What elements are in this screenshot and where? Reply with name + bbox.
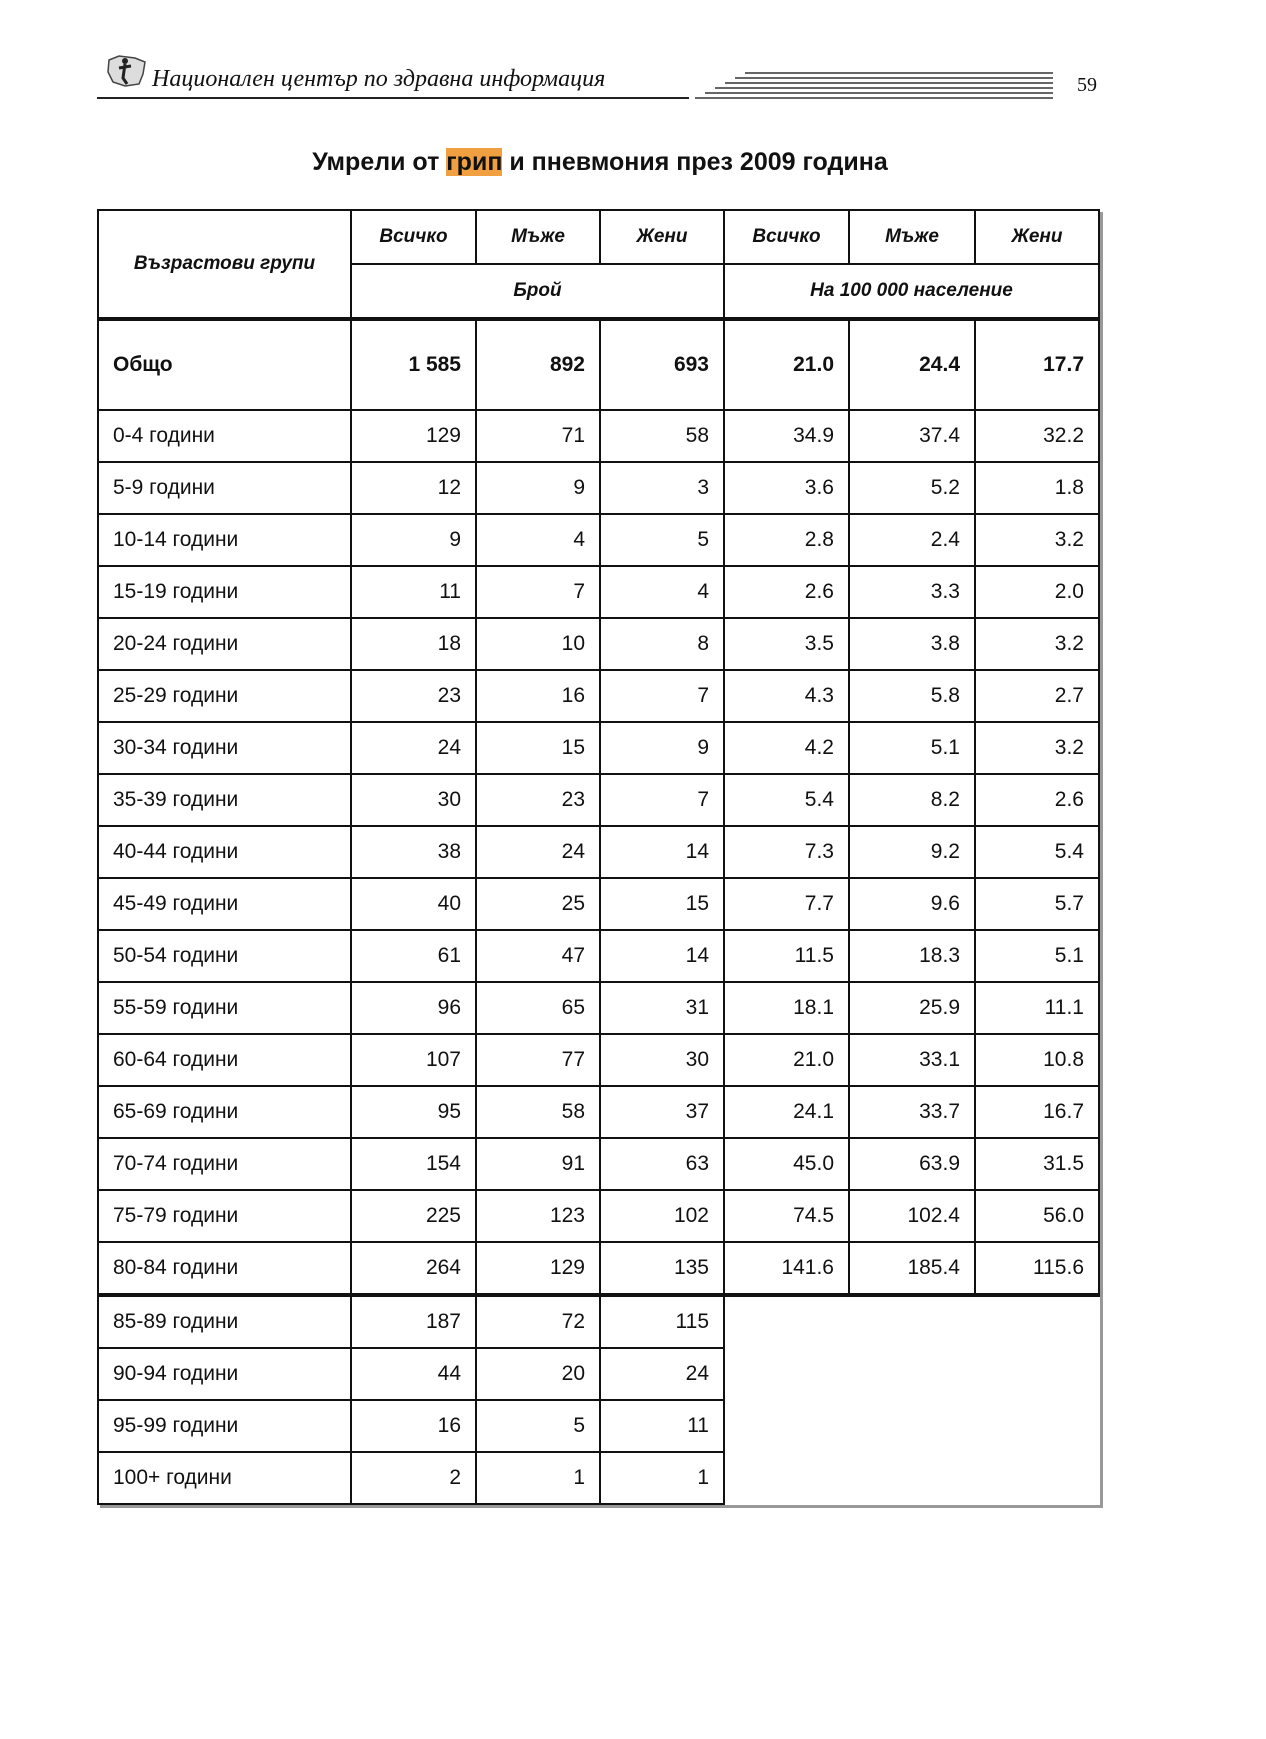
empty-cell — [724, 1400, 849, 1452]
value-cell: 18.3 — [849, 930, 975, 982]
value-cell: 4 — [476, 514, 600, 566]
value-cell: 47 — [476, 930, 600, 982]
value-cell: 10 — [476, 618, 600, 670]
table-row — [98, 670, 1099, 722]
value-cell: 15 — [600, 878, 724, 930]
title-text: Умрели от — [312, 148, 447, 176]
value-cell: 141.6 — [724, 1242, 849, 1295]
value-cell: 91 — [476, 1138, 600, 1190]
value-cell: 3.3 — [849, 566, 975, 618]
age-group-cell: 5-9 години — [98, 462, 351, 514]
value-cell: 187 — [351, 1295, 476, 1348]
value-cell: 16 — [476, 670, 600, 722]
value-cell: 135 — [600, 1242, 724, 1295]
empty-cell — [975, 1348, 1099, 1400]
table-row — [98, 1295, 1099, 1348]
value-cell: 1 — [600, 1452, 724, 1504]
value-cell: 3.5 — [724, 618, 849, 670]
table-row — [98, 462, 1099, 514]
value-cell: 9 — [476, 462, 600, 514]
table-row — [98, 1348, 1099, 1400]
value-cell: 7.3 — [724, 826, 849, 878]
age-group-cell: 15-19 години — [98, 566, 351, 618]
header-stripes — [695, 70, 1055, 100]
value-cell: 5.8 — [849, 670, 975, 722]
table-row — [98, 722, 1099, 774]
value-cell: 14 — [600, 930, 724, 982]
value-cell: 102 — [600, 1190, 724, 1242]
value-cell: 71 — [476, 410, 600, 462]
value-cell: 693 — [600, 319, 724, 410]
table-row — [98, 410, 1099, 462]
value-cell: 32.2 — [975, 410, 1099, 462]
value-cell: 7.7 — [724, 878, 849, 930]
value-cell: 5.1 — [849, 722, 975, 774]
empty-cell — [849, 1452, 975, 1504]
value-cell: 33.7 — [849, 1086, 975, 1138]
empty-cell — [975, 1400, 1099, 1452]
page-number: 59 — [1077, 74, 1097, 96]
table-row — [98, 566, 1099, 618]
age-group-cell: 65-69 години — [98, 1086, 351, 1138]
title-text: и пневмония през 2009 година — [502, 148, 888, 176]
value-cell: 2.0 — [975, 566, 1099, 618]
column-header: Мъже — [849, 210, 975, 264]
highlighted-word: грип — [446, 148, 503, 176]
value-cell: 72 — [476, 1295, 600, 1348]
value-cell: 21.0 — [724, 319, 849, 410]
age-group-cell: Общо — [98, 319, 351, 410]
table-row — [98, 1242, 1099, 1295]
value-cell: 21.0 — [724, 1034, 849, 1086]
table-row — [98, 1190, 1099, 1242]
page-header — [97, 50, 1097, 100]
value-cell: 4.2 — [724, 722, 849, 774]
table-row — [98, 930, 1099, 982]
value-cell: 96 — [351, 982, 476, 1034]
table-row — [98, 774, 1099, 826]
value-cell: 12 — [351, 462, 476, 514]
table-row — [98, 1138, 1099, 1190]
value-cell: 17.7 — [975, 319, 1099, 410]
value-cell: 9 — [351, 514, 476, 566]
value-cell: 24.1 — [724, 1086, 849, 1138]
logo-icon — [105, 54, 149, 88]
table-row — [98, 826, 1099, 878]
age-group-cell: 30-34 години — [98, 722, 351, 774]
value-cell: 58 — [476, 1086, 600, 1138]
value-cell: 37.4 — [849, 410, 975, 462]
value-cell: 23 — [476, 774, 600, 826]
age-group-cell: 20-24 години — [98, 618, 351, 670]
value-cell: 58 — [600, 410, 724, 462]
value-cell: 892 — [476, 319, 600, 410]
value-cell: 2.7 — [975, 670, 1099, 722]
value-cell: 10.8 — [975, 1034, 1099, 1086]
empty-cell — [724, 1348, 849, 1400]
value-cell: 2 — [351, 1452, 476, 1504]
value-cell: 8.2 — [849, 774, 975, 826]
value-cell: 33.1 — [849, 1034, 975, 1086]
value-cell: 3.8 — [849, 618, 975, 670]
table-row — [98, 878, 1099, 930]
value-cell: 9.6 — [849, 878, 975, 930]
value-cell: 77 — [476, 1034, 600, 1086]
age-group-cell: 70-74 години — [98, 1138, 351, 1190]
value-cell: 24 — [600, 1348, 724, 1400]
value-cell: 14 — [600, 826, 724, 878]
organization-name: Национален център по здравна информация — [152, 66, 606, 92]
empty-cell — [849, 1348, 975, 1400]
value-cell: 185.4 — [849, 1242, 975, 1295]
table-row — [98, 1400, 1099, 1452]
age-group-cell: 80-84 години — [98, 1242, 351, 1295]
value-cell: 2.6 — [975, 774, 1099, 826]
value-cell: 1 — [476, 1452, 600, 1504]
total-row — [98, 319, 1099, 410]
value-cell: 3.2 — [975, 618, 1099, 670]
value-cell: 11 — [351, 566, 476, 618]
age-group-cell: 85-89 години — [98, 1295, 351, 1348]
value-cell: 115.6 — [975, 1242, 1099, 1295]
value-cell: 11.1 — [975, 982, 1099, 1034]
value-cell: 38 — [351, 826, 476, 878]
value-cell: 5.1 — [975, 930, 1099, 982]
value-cell: 31.5 — [975, 1138, 1099, 1190]
value-cell: 5.4 — [724, 774, 849, 826]
table-row — [98, 982, 1099, 1034]
value-cell: 18 — [351, 618, 476, 670]
table-row — [98, 514, 1099, 566]
age-group-cell: 95-99 години — [98, 1400, 351, 1452]
value-cell: 18.1 — [724, 982, 849, 1034]
value-cell: 44 — [351, 1348, 476, 1400]
value-cell: 56.0 — [975, 1190, 1099, 1242]
value-cell: 102.4 — [849, 1190, 975, 1242]
value-cell: 115 — [600, 1295, 724, 1348]
table-row — [98, 1034, 1099, 1086]
table-row — [98, 618, 1099, 670]
value-cell: 45.0 — [724, 1138, 849, 1190]
column-header: Жени — [975, 210, 1099, 264]
value-cell: 123 — [476, 1190, 600, 1242]
table-row — [98, 1452, 1099, 1504]
value-cell: 65 — [476, 982, 600, 1034]
value-cell: 11.5 — [724, 930, 849, 982]
value-cell: 3.2 — [975, 722, 1099, 774]
empty-cell — [724, 1452, 849, 1504]
value-cell: 5.7 — [975, 878, 1099, 930]
group-header-rate: На 100 000 население — [724, 264, 1099, 319]
value-cell: 1 585 — [351, 319, 476, 410]
column-header: Мъже — [476, 210, 600, 264]
column-header: Жени — [600, 210, 724, 264]
value-cell: 9.2 — [849, 826, 975, 878]
value-cell: 9 — [600, 722, 724, 774]
value-cell: 25.9 — [849, 982, 975, 1034]
value-cell: 3.2 — [975, 514, 1099, 566]
value-cell: 95 — [351, 1086, 476, 1138]
value-cell: 129 — [351, 410, 476, 462]
value-cell: 24.4 — [849, 319, 975, 410]
value-cell: 1.8 — [975, 462, 1099, 514]
value-cell: 7 — [476, 566, 600, 618]
age-group-header: Възрастови групи — [98, 210, 351, 319]
value-cell: 25 — [476, 878, 600, 930]
value-cell: 5.2 — [849, 462, 975, 514]
value-cell: 2.6 — [724, 566, 849, 618]
value-cell: 7 — [600, 774, 724, 826]
age-group-cell: 75-79 години — [98, 1190, 351, 1242]
value-cell: 30 — [351, 774, 476, 826]
age-group-cell: 25-29 години — [98, 670, 351, 722]
value-cell: 7 — [600, 670, 724, 722]
value-cell: 225 — [351, 1190, 476, 1242]
value-cell: 16 — [351, 1400, 476, 1452]
value-cell: 3 — [600, 462, 724, 514]
value-cell: 5 — [476, 1400, 600, 1452]
value-cell: 31 — [600, 982, 724, 1034]
empty-cell — [849, 1400, 975, 1452]
empty-cell — [849, 1295, 975, 1348]
value-cell: 107 — [351, 1034, 476, 1086]
age-group-cell: 50-54 години — [98, 930, 351, 982]
value-cell: 15 — [476, 722, 600, 774]
age-group-cell: 60-64 години — [98, 1034, 351, 1086]
column-header: Всичко — [351, 210, 476, 264]
value-cell: 8 — [600, 618, 724, 670]
value-cell: 20 — [476, 1348, 600, 1400]
value-cell: 4 — [600, 566, 724, 618]
group-header-count: Брой — [351, 264, 724, 319]
value-cell: 154 — [351, 1138, 476, 1190]
age-group-cell: 35-39 години — [98, 774, 351, 826]
value-cell: 74.5 — [724, 1190, 849, 1242]
empty-cell — [724, 1295, 849, 1348]
value-cell: 24 — [476, 826, 600, 878]
value-cell: 2.8 — [724, 514, 849, 566]
age-group-cell: 45-49 години — [98, 878, 351, 930]
value-cell: 63.9 — [849, 1138, 975, 1190]
value-cell: 4.3 — [724, 670, 849, 722]
value-cell: 30 — [600, 1034, 724, 1086]
value-cell: 61 — [351, 930, 476, 982]
value-cell: 5 — [600, 514, 724, 566]
page-title — [0, 148, 1200, 177]
mortality-table — [97, 209, 1100, 1505]
value-cell: 34.9 — [724, 410, 849, 462]
value-cell: 11 — [600, 1400, 724, 1452]
value-cell: 40 — [351, 878, 476, 930]
value-cell: 37 — [600, 1086, 724, 1138]
table-row — [98, 1086, 1099, 1138]
value-cell: 2.4 — [849, 514, 975, 566]
age-group-cell: 40-44 години — [98, 826, 351, 878]
age-group-cell: 90-94 години — [98, 1348, 351, 1400]
value-cell: 24 — [351, 722, 476, 774]
age-group-cell: 55-59 години — [98, 982, 351, 1034]
value-cell: 23 — [351, 670, 476, 722]
age-group-cell: 10-14 години — [98, 514, 351, 566]
value-cell: 264 — [351, 1242, 476, 1295]
value-cell: 63 — [600, 1138, 724, 1190]
empty-cell — [975, 1452, 1099, 1504]
age-group-cell: 0-4 години — [98, 410, 351, 462]
value-cell: 129 — [476, 1242, 600, 1295]
header-underline — [97, 97, 689, 99]
value-cell: 16.7 — [975, 1086, 1099, 1138]
value-cell: 5.4 — [975, 826, 1099, 878]
column-header: Всичко — [724, 210, 849, 264]
value-cell: 3.6 — [724, 462, 849, 514]
age-group-cell: 100+ години — [98, 1452, 351, 1504]
empty-cell — [975, 1295, 1099, 1348]
